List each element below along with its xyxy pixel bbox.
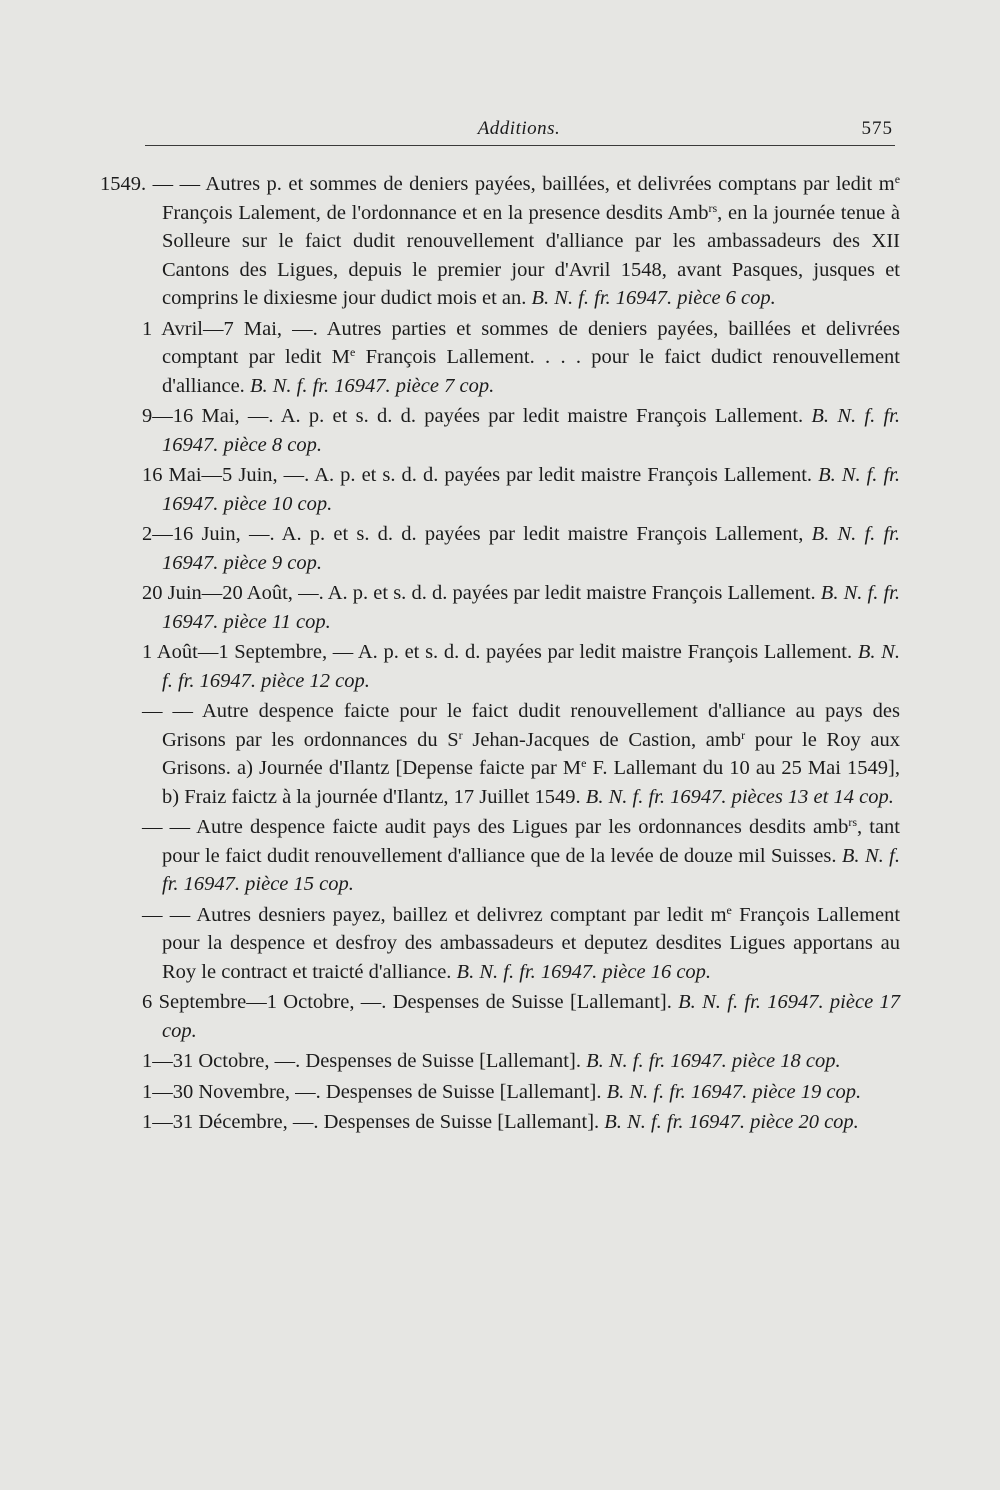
entry-text: Despenses de Suisse [Lallemant].	[320, 1080, 602, 1103]
entry	[100, 697, 900, 811]
superscript: rs	[848, 815, 857, 829]
entry	[100, 1047, 900, 1076]
entry-date: 1 Août—1 Septembre, —	[142, 641, 354, 663]
entry-reference: B. N. f. fr. 16947. pièce 8 cop.	[162, 405, 900, 456]
entry-reference: B. N. f. fr. 16947. pièce 6 cop.	[526, 287, 776, 309]
entry-reference: B. N. f. fr. 16947. pièce 16 cop.	[451, 960, 712, 983]
entry-reference: B. N. f. fr. 16947. pièce 9 cop.	[162, 523, 900, 574]
entry-text: A. p. et s. d. d. payées par ledit maistre François Lallement.	[353, 641, 853, 663]
entry-reference: B. N. f. fr. 16947. pièce 7 cop.	[244, 374, 495, 397]
entry-text: François Lalement, de l'ordonnance et en la presence desdits Amb	[162, 201, 709, 224]
entry-reference: B. N. f. fr. 16947. pièce 19 cop.	[601, 1080, 862, 1103]
entry-text: Autre despence faicte audit pays des Ligues par les ordonnances desdits amb	[190, 816, 849, 838]
entry	[100, 1078, 900, 1107]
entry-text: François Lallement pour la despence et desfroy des ambassadeurs et deputez desdites Ligues apportans au Roy le contract et traicté d'alliance.	[162, 903, 901, 983]
entry-text: Autres desniers payez, baillez et delivrez comptant par ledit m	[190, 903, 727, 926]
entry-reference: B. N. f. fr. 16947. pièce 17 cop.	[162, 991, 900, 1042]
entry-text: F. Lallemant du 10 au 25 Mai 1549], b) Fraiz faictz à la journée d'Ilantz, 17 Juillet 1549.	[162, 757, 900, 808]
entry	[100, 520, 900, 577]
entry-date: 1—30 Novembre, —.	[142, 1080, 321, 1103]
superscript: r	[741, 727, 746, 742]
entry-date: — —	[142, 903, 191, 926]
entry	[100, 988, 900, 1045]
entry-text: Autre despence faicte pour le faict dudit renouvellement d'alliance au pays des Grisons par les ordonnances du S	[162, 700, 901, 751]
entry-reference: B. N. f. fr. 16947. pièce 11 cop.	[162, 582, 900, 633]
entry-date: 1—31 Décembre, —.	[142, 1111, 319, 1133]
entry-date: 1549. — —	[100, 173, 201, 195]
entry-text: Autres parties et sommes de deniers payées, baillées et delivrées comptant par ledit M	[162, 317, 900, 368]
superscript: e	[350, 345, 356, 359]
entry-text: Despenses de Suisse [Lallemant].	[300, 1050, 581, 1072]
page-number: 575	[861, 118, 893, 139]
page-header	[145, 114, 893, 144]
entry	[100, 813, 900, 899]
superscript: e	[581, 756, 587, 770]
entry-text: , en la journée tenue à Solleure sur le faict dudit renouvellement d'alliance par les ambassadeurs des XII Cantons des Ligues, depuis le premier jour d'Avril 1548, avant Pasques, jusques et comprins le dixiesme jour dudict mois et an.	[162, 201, 900, 309]
superscript: e	[894, 172, 901, 186]
entry-text: François Lallement. . . . pour le faict dudict renouvellement d'alliance.	[162, 346, 901, 397]
entry-date: 1 Avril—7 Mai, —.	[142, 317, 318, 340]
entry-text: A. p. et s. d. d. payées par ledit maistre François Lallement.	[323, 582, 816, 604]
entry-text: Despenses de Suisse [Lallemant].	[318, 1111, 600, 1133]
entry	[100, 901, 900, 987]
entry-date: 6 Septembre—1 Octobre, —.	[142, 991, 387, 1013]
entry	[100, 315, 900, 401]
entry	[100, 638, 900, 695]
superscript: e	[726, 902, 732, 917]
entry	[100, 461, 900, 518]
superscript: rs	[708, 200, 718, 215]
entry-text: A. p. et s. d. d. payées par ledit maistre François Lallement.	[273, 405, 804, 427]
entry	[100, 1108, 900, 1137]
superscript: r	[458, 727, 463, 742]
entry-reference: B. N. f. fr. 16947. pièce 18 cop.	[580, 1050, 841, 1072]
entry-text: Autres p. et sommes de deniers payées, baillées, et delivrées comptans par ledit m	[200, 173, 895, 195]
entry-text: pour le Roy aux Grisons. a) Journée d'Ilantz [Depense faicte par M	[162, 728, 900, 779]
entry-text: Despenses de Suisse [Lallemant].	[386, 991, 672, 1013]
entry	[100, 170, 900, 313]
header-rule	[145, 145, 895, 146]
entries-list	[100, 170, 900, 1139]
entry-date: 20 Juin—20 Août, —.	[142, 582, 324, 604]
entry	[100, 402, 900, 459]
entry-text: , tant pour le faict dudit renouvellement d'alliance que de la levée de douze mil Suisses.	[162, 816, 900, 867]
entry-date: — —	[142, 700, 194, 722]
running-title: Additions.	[477, 118, 561, 139]
entry-text: Jehan-Jacques de Castion, amb	[462, 728, 742, 751]
entry-text: A. p. et s. d. d. payées par ledit maistre François Lallement.	[309, 464, 813, 486]
entry-reference: B. N. f. fr. 16947. pièce 20 cop.	[599, 1111, 859, 1133]
entry-date: 2—16 Juin, —.	[142, 523, 275, 545]
entry-reference: B. N. f. fr. 16947. pièces 13 et 14 cop.	[580, 785, 894, 808]
entry-reference: B. N. f. fr. 16947. pièce 10 cop.	[162, 464, 900, 515]
entry-text: A. p. et s. d. d. payées par ledit maistre François Lallement,	[274, 523, 804, 545]
entry-date: — —	[142, 816, 191, 838]
entry	[100, 579, 900, 636]
entry-date: 16 Mai—5 Juin, —.	[142, 464, 310, 486]
entry-date: 9—16 Mai, —.	[142, 405, 274, 427]
entry-reference: B. N. f. fr. 16947. pièce 12 cop.	[162, 641, 900, 692]
entry-date: 1—31 Octobre, —.	[142, 1050, 301, 1072]
entry-reference: B. N. f. fr. 16947. pièce 15 cop.	[162, 844, 900, 895]
